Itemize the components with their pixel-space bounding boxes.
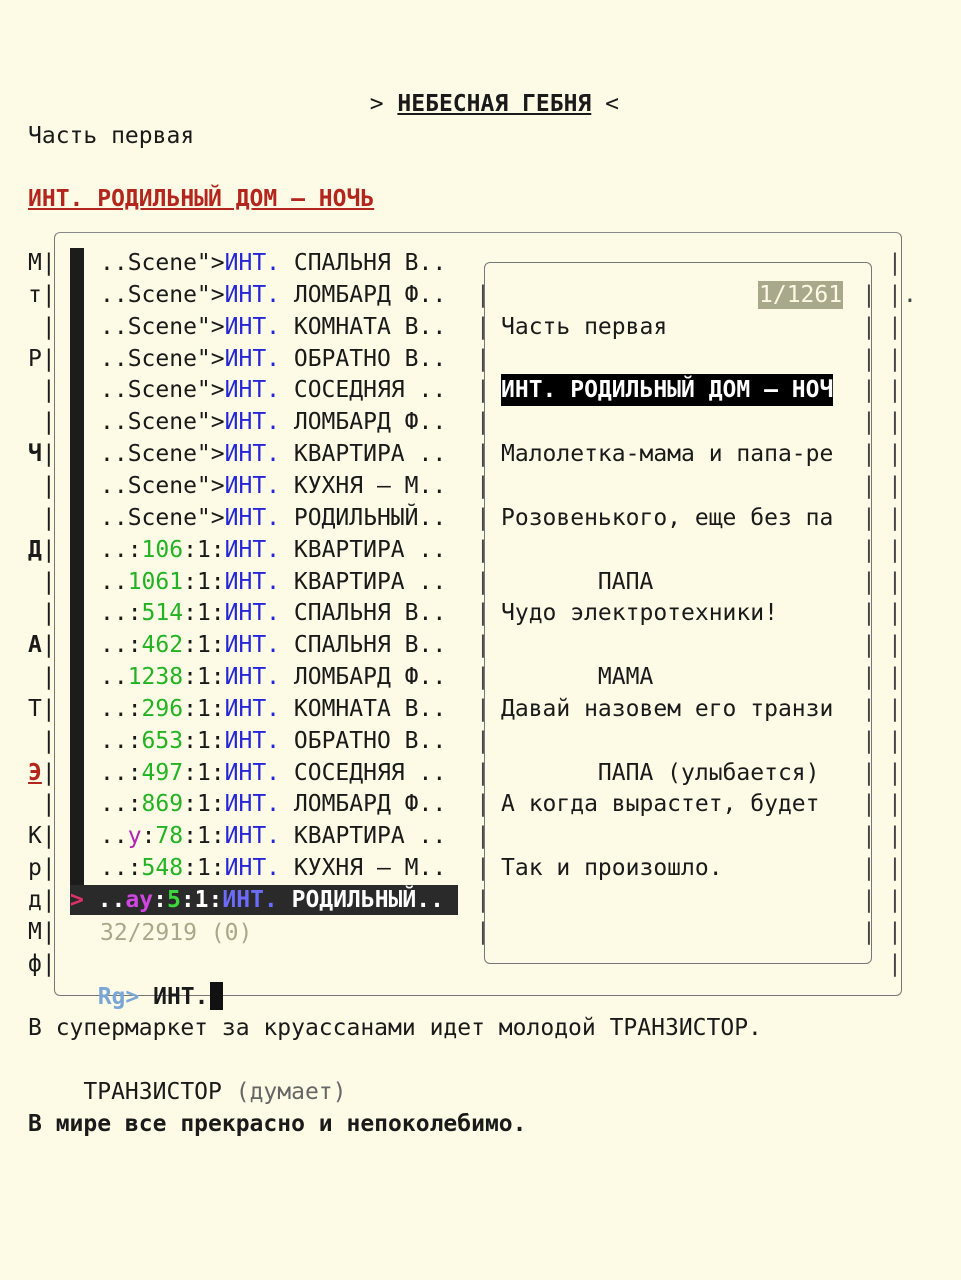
- border-segment: |: [862, 887, 876, 913]
- border-segment: |: [862, 632, 876, 659]
- border-segment: |: [862, 855, 876, 882]
- separator: |: [476, 377, 490, 404]
- separator: |: [476, 727, 490, 754]
- margin-fragment: |: [28, 600, 56, 627]
- border-segment: |: [862, 377, 876, 404]
- result-item[interactable]: ..:653:1:ИНТ. ОБРАТНО В..: [100, 727, 447, 754]
- border-segment: |: [888, 441, 902, 468]
- margin-fragment: р|: [28, 855, 56, 882]
- margin-fragment: д|: [28, 887, 56, 913]
- margin-fragment: |: [28, 568, 56, 595]
- border-segment: |: [888, 345, 902, 372]
- border-segment: |: [862, 536, 876, 563]
- border-segment: |: [888, 504, 902, 531]
- action-line: В супермаркет за круассанами идет молодой ТРАНЗИСТОР.: [28, 1015, 762, 1041]
- dialogue-line: В мире все прекрасно и непоколебимо.: [28, 1111, 527, 1137]
- margin-fragment: т|: [28, 281, 56, 308]
- result-item[interactable]: ..:296:1:ИНТ. КОМНАТА В..: [100, 695, 447, 722]
- result-item[interactable]: ..Scene">ИНТ. КОМНАТА В..: [100, 313, 447, 340]
- border-segment: |: [888, 791, 902, 818]
- border-segment: |: [888, 313, 902, 340]
- result-item[interactable]: ..1238:1:ИНТ. ЛОМБАРД Ф..: [100, 664, 447, 691]
- result-item[interactable]: ..Scene">ИНТ. СПАЛЬНЯ В..: [100, 250, 447, 276]
- result-item[interactable]: ..:497:1:ИНТ. СОСЕДНЯЯ ..: [100, 759, 447, 786]
- border-segment: |: [888, 664, 902, 691]
- margin-fragment: |: [28, 409, 56, 436]
- separator: |: [476, 504, 490, 531]
- border-segment: |: [862, 472, 876, 499]
- margin-fragment: А|: [28, 632, 56, 659]
- preview-position: 1/1261: [759, 282, 843, 308]
- preview-line: А когда вырастет, будет: [501, 791, 820, 818]
- border-segment: |: [862, 568, 876, 595]
- margin-fragment: Т|: [28, 695, 56, 722]
- result-item[interactable]: ..:514:1:ИНТ. СПАЛЬНЯ В..: [100, 600, 447, 627]
- border-segment: |: [888, 568, 902, 595]
- border-segment: |: [888, 855, 902, 882]
- border-segment: |: [888, 918, 902, 945]
- result-item[interactable]: ..:106:1:ИНТ. КВАРТИРА ..: [100, 536, 447, 563]
- separator: |: [476, 568, 490, 595]
- result-item[interactable]: ..:462:1:ИНТ. СПАЛЬНЯ В..: [100, 632, 447, 659]
- separator: |: [476, 600, 490, 627]
- search-prompt[interactable]: [70, 949, 223, 1013]
- separator: |: [476, 855, 490, 882]
- result-item[interactable]: ..Scene">ИНТ. СОСЕДНЯЯ ..: [100, 377, 447, 404]
- preview-highlight-line: ИНТ. РОДИЛЬНЫЙ ДОМ — НОЧ: [501, 374, 833, 406]
- separator: |: [476, 664, 490, 691]
- title-text: НЕБЕСНАЯ ГЕБНЯ: [397, 91, 592, 117]
- preview-line: Часть первая: [501, 313, 668, 340]
- margin-fragment: М|: [28, 918, 56, 945]
- border-segment: |: [888, 887, 902, 913]
- border-segment: |: [888, 281, 902, 308]
- margin-fragment: ф|: [28, 950, 56, 977]
- margin-fragment: М|: [28, 250, 56, 276]
- separator: |: [476, 823, 490, 850]
- margin-fragment: |: [28, 504, 56, 531]
- border-segment: |: [862, 664, 876, 691]
- margin-fragment: |: [28, 664, 56, 691]
- document-title: > НЕБЕСНАЯ ГЕБНЯ <: [369, 91, 619, 117]
- separator: |: [476, 313, 490, 340]
- preview-line: ПАПА: [501, 568, 654, 595]
- result-item[interactable]: ..Scene">ИНТ. ЛОМБАРД Ф..: [100, 409, 447, 436]
- preview-line: ПАПА (улыбается): [501, 759, 820, 786]
- preview-line: МАМА: [501, 664, 654, 691]
- search-input[interactable]: ИНТ.: [139, 984, 209, 1010]
- border-segment: |: [862, 441, 876, 468]
- text-cursor: [210, 982, 223, 1010]
- border-segment: |: [888, 409, 902, 436]
- preview-line: Так и произошло.: [501, 855, 723, 882]
- margin-fragment: К|: [28, 823, 56, 850]
- margin-fragment: |: [28, 791, 56, 818]
- separator: |: [476, 409, 490, 436]
- preview-line: Чудо электротехники!: [501, 600, 778, 627]
- separator: |: [476, 281, 490, 308]
- separator: |: [476, 472, 490, 499]
- scene-heading: ИНТ. РОДИЛЬНЫЙ ДОМ — НОЧЬ: [28, 186, 375, 212]
- preview-line: Давай назовем его транзи: [501, 695, 834, 722]
- border-segment: |: [888, 250, 902, 276]
- result-item[interactable]: ..Scene">ИНТ. ОБРАТНО В..: [100, 345, 447, 372]
- border-segment: |: [862, 727, 876, 754]
- margin-fragment: Ч|: [28, 441, 56, 468]
- separator: |: [476, 887, 490, 913]
- border-segment: |: [862, 281, 876, 308]
- margin-fragment: |: [28, 313, 56, 340]
- result-item[interactable]: ..:869:1:ИНТ. ЛОМБАРД Ф..: [100, 791, 447, 818]
- margin-fragment: Э|: [28, 759, 56, 786]
- part-heading: Часть первая: [28, 123, 195, 149]
- border-segment: |: [862, 504, 876, 531]
- result-item[interactable]: ..Scene">ИНТ. ЛОМБАРД Ф..: [100, 281, 447, 308]
- preview-line: Малолетка-мама и папа-ре: [501, 441, 834, 468]
- border-segment: |: [888, 823, 902, 850]
- margin-fragment: Д|: [28, 536, 56, 563]
- separator: |: [476, 441, 490, 468]
- prompt-label: Rg>: [97, 984, 140, 1010]
- separator: |: [476, 632, 490, 659]
- separator: |: [476, 345, 490, 372]
- result-item[interactable]: ..у:78:1:ИНТ. КВАРТИРА ..: [100, 823, 447, 850]
- separator: |: [476, 536, 490, 563]
- match-count: 32/2919 (0): [100, 920, 253, 946]
- border-segment: |: [862, 345, 876, 372]
- separator: |: [476, 918, 490, 945]
- edge-mark: .: [903, 282, 917, 308]
- border-segment: |: [862, 823, 876, 850]
- character-cue: ТРАНЗИСТОР (думает): [28, 1079, 347, 1105]
- border-segment: |: [862, 695, 876, 722]
- border-segment: |: [888, 536, 902, 563]
- border-segment: |: [862, 791, 876, 818]
- result-item[interactable]: ..Scene">ИНТ. КУХНЯ — М..: [100, 472, 447, 499]
- separator: |: [476, 791, 490, 818]
- border-segment: |: [862, 759, 876, 786]
- border-segment: |: [888, 727, 902, 754]
- margin-fragment: |: [28, 727, 56, 754]
- result-item[interactable]: ..1061:1:ИНТ. КВАРТИРА ..: [100, 568, 447, 595]
- results-scrollbar[interactable]: [70, 248, 84, 888]
- result-item[interactable]: ..:548:1:ИНТ. КУХНЯ — М..: [100, 855, 447, 882]
- separator: |: [476, 695, 490, 722]
- selected-result[interactable]: > ..ау:5:1:ИНТ. РОДИЛЬНЫЙ..: [70, 885, 458, 915]
- margin-fragment: |: [28, 377, 56, 404]
- border-segment: |: [888, 472, 902, 499]
- border-segment: |: [888, 632, 902, 659]
- border-segment: |: [888, 600, 902, 627]
- border-segment: |: [888, 950, 902, 977]
- border-segment: |: [862, 600, 876, 627]
- border-segment: |: [888, 759, 902, 786]
- border-segment: |: [862, 409, 876, 436]
- preview-line: Розовенького, еще без па: [501, 504, 834, 531]
- border-segment: |: [888, 377, 902, 404]
- margin-fragment: |: [28, 472, 56, 499]
- result-item[interactable]: ..Scene">ИНТ. КВАРТИРА ..: [100, 441, 447, 468]
- margin-fragment: Р|: [28, 345, 56, 372]
- border-segment: |: [862, 313, 876, 340]
- result-item[interactable]: ..Scene">ИНТ. РОДИЛЬНЫЙ..: [100, 504, 447, 531]
- border-segment: |: [862, 918, 876, 945]
- border-segment: |: [888, 695, 902, 722]
- separator: |: [476, 759, 490, 786]
